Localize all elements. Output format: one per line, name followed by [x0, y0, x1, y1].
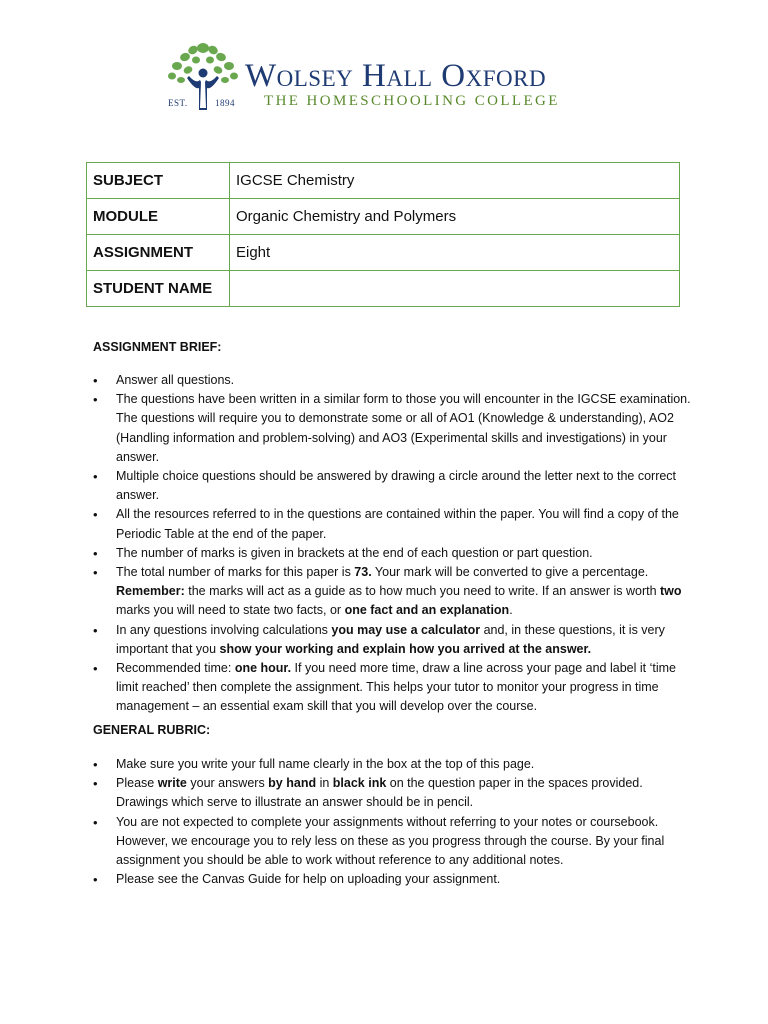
table-row — [87, 199, 680, 235]
assignment-info-table — [86, 162, 680, 307]
list-item: • In any questions involving calculations you may use a calculator and, in these questions, it is very important that you show your working and explain how you arrived at the answer. — [93, 621, 693, 659]
student-name-field[interactable] — [230, 271, 680, 307]
est-label: EST. — [168, 98, 188, 108]
established-label — [168, 98, 235, 108]
college-logo — [163, 40, 603, 116]
est-year: 1894 — [215, 98, 235, 108]
list-item: • The total number of marks for this paper is 73. Your mark will be converted to give a percentage. Remember: the marks will act as a guide as to how much you need to write. If an answer is worth two marks you will need to state two facts, or one fact and an explanation. — [93, 563, 693, 621]
table-row — [87, 271, 680, 307]
college-name: Wolsey Hall Oxford — [245, 58, 547, 94]
list-item: • Recommended time: one hour. If you need more time, draw a line across your page and label it ‘time limit reached’ then complete the assignment. This helps your tutor to monitor your progress in time management – an essential exam skill that you will develop over the course. — [93, 659, 693, 717]
assignment-brief-heading: ASSIGNMENT BRIEF: — [93, 340, 222, 354]
assignment-value: Eight — [230, 235, 680, 271]
list-item: • Multiple choice questions should be answered by drawing a circle around the letter next to the correct answer. — [93, 467, 693, 505]
student-name-label: STUDENT NAME — [87, 271, 230, 307]
list-item: • Please write your answers by hand in black ink on the question paper in the spaces provided. Drawings which serve to illustrate an answer should be in pencil. — [93, 774, 693, 812]
list-item: • Please see the Canvas Guide for help on uploading your assignment. — [93, 870, 693, 889]
assignment-brief-list — [93, 371, 693, 717]
table-row — [87, 235, 680, 271]
table-row — [87, 163, 680, 199]
subject-value: IGCSE Chemistry — [230, 163, 680, 199]
list-item: • You are not expected to complete your assignments without referring to your notes or coursebook. However, we encourage you to rely less on these as you progress through the course. By your final assignment you should be able to work without reference to any additional notes. — [93, 813, 693, 871]
college-tagline: THE HOMESCHOOLING COLLEGE — [264, 93, 560, 109]
general-rubric-heading: GENERAL RUBRIC: — [93, 723, 211, 737]
list-item: • The questions have been written in a similar form to those you will encounter in the IGCSE examination. The questions will require you to demonstrate some or all of AO1 (Knowledge & understanding), AO2 (Handling information and problem-solving) and AO3 (Experimental skills and investigations) in your answer. — [93, 390, 693, 467]
list-item: • Make sure you write your full name clearly in the box at the top of this page. — [93, 755, 693, 774]
assignment-label: ASSIGNMENT — [87, 235, 230, 271]
subject-label: SUBJECT — [87, 163, 230, 199]
list-item: • Answer all questions. — [93, 371, 693, 390]
module-label: MODULE — [87, 199, 230, 235]
module-value: Organic Chemistry and Polymers — [230, 199, 680, 235]
list-item: • The number of marks is given in brackets at the end of each question or part question. — [93, 544, 693, 563]
general-rubric-list — [93, 755, 693, 889]
list-item: • All the resources referred to in the questions are contained within the paper. You will find a copy of the Periodic Table at the end of the paper. — [93, 505, 693, 543]
